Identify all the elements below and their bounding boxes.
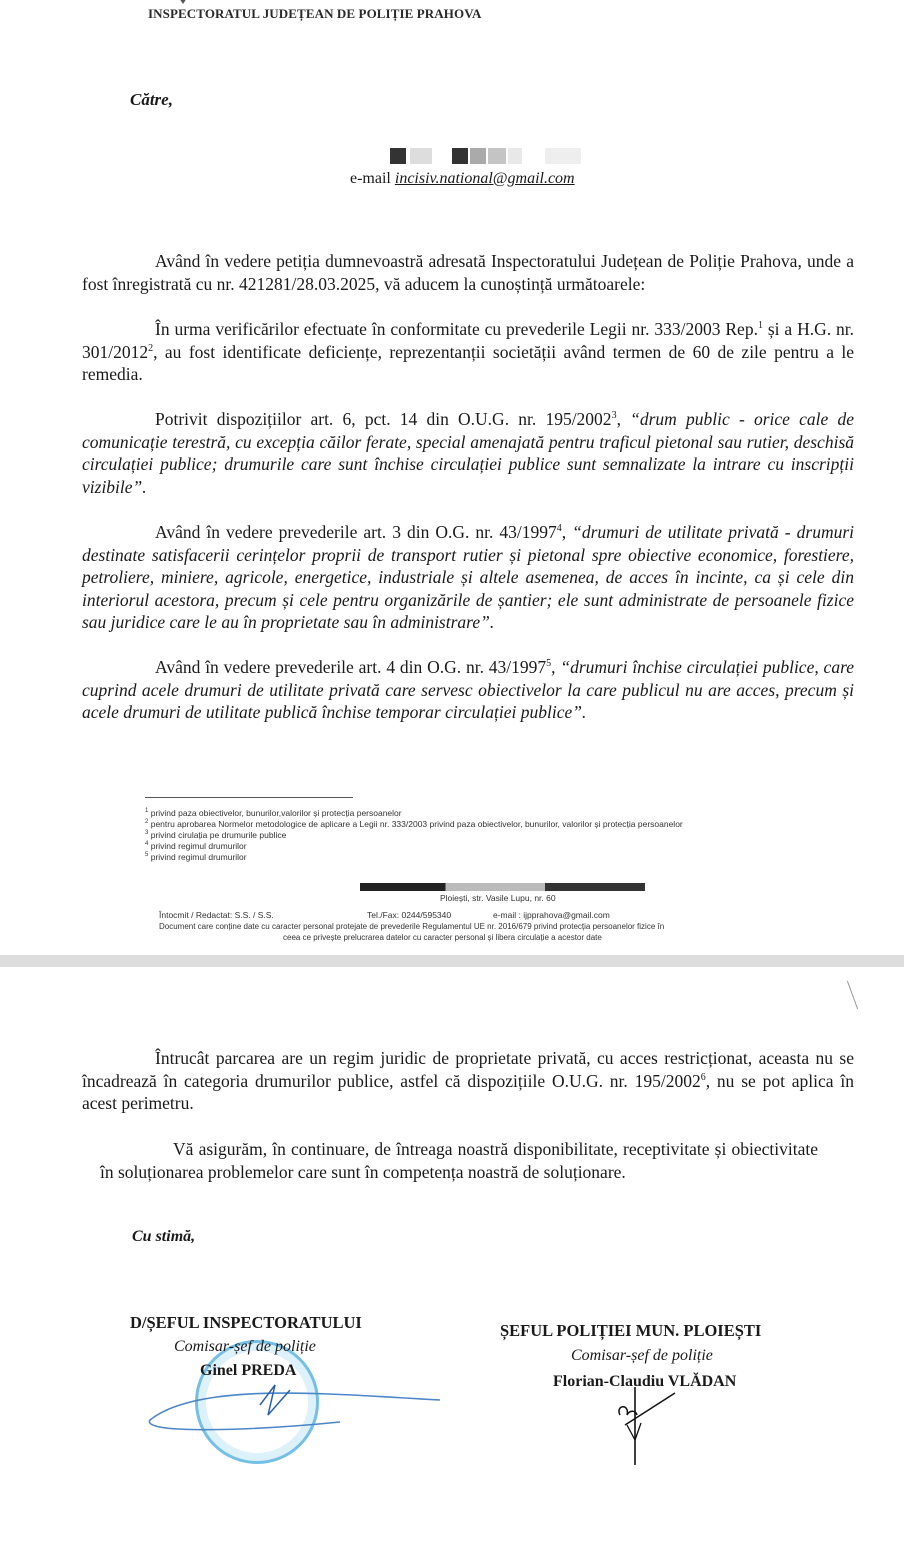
signatory-2-rank: Comisar-șef de poliție bbox=[571, 1347, 713, 1364]
paragraph-petition: Având în vedere petiția dumnevoastră adresată Inspectoratului Județean de Poliție Prahova, unde a fost înregistrată cu nr. 421281/28.03.2025, vă aducem la cunoștință următoarele: bbox=[82, 251, 854, 294]
addressee-email-line bbox=[350, 170, 575, 188]
addressee-email-link[interactable]: incisiv.national@gmail.com bbox=[394, 170, 575, 187]
footnote-item: $^2$ pentru aprobarea Normelor metodologice de aplicare a Legii nr. 333/2003 privind paza obiectivelor, bunurilor, valorilor și protecția persoanelor bbox=[145, 819, 683, 829]
footnote-separator bbox=[145, 797, 353, 798]
footer-drafted-by: Întocmit / Redactat: S.S. / S.S. bbox=[159, 910, 274, 920]
coat-of-arms-icon bbox=[175, 0, 191, 4]
page-break bbox=[0, 955, 904, 967]
signature-1-icon bbox=[140, 1360, 460, 1435]
institution-header: INSPECTORATUL JUDEȚEAN DE POLIȚIE PRAHOVA bbox=[148, 6, 482, 21]
footnote-item: $^4$ privind regimul drumurilor bbox=[145, 841, 247, 851]
signatory-1-name: Ginel PREDA bbox=[200, 1362, 297, 1379]
paragraph-closed-road-definition: Având în vedere prevederile art. 4 din O.G. nr. 43/1997$^5$, “drumuri închise circulației publice, care cuprind acele drumuri de utilitate privată care servesc obiectivelor la care publicul nu are acces, precum și acele drumuri de utilitate publică închise temporar circulației publice”. bbox=[82, 657, 854, 722]
signature-2-icon bbox=[615, 1385, 695, 1470]
closing-salutation: Cu stimă, bbox=[132, 1228, 196, 1245]
footer-address: Ploiești, str. Vasile Lupu, nr. 60 bbox=[440, 893, 556, 903]
paragraph-public-road-definition: Potrivit dispozițiilor art. 6, pct. 14 din O.U.G. nr. 195/2002$^3$, “drum public - orice cale de comunicație terestră, cu excepția căilor ferate, special amenajată pentru traficul pietonal sau rutier, deschisă circulației publice; drumurile care sunt închise circulației publice sunt semnalizate la intrare cu inscripții vizibile”. bbox=[82, 409, 854, 497]
footer-gdpr-line1: Document care conține date cu caracter personal protejate de prevederile Regulamentul UE nr. 2016/679 privind protecția persoanelor fizice în bbox=[159, 922, 665, 931]
email-label: e-mail bbox=[350, 170, 391, 187]
footnotes bbox=[145, 808, 683, 863]
signatory-2-title: ȘEFUL POLIȚIEI MUN. PLOIEȘTI bbox=[500, 1321, 762, 1340]
page-corner-mark bbox=[847, 981, 858, 1010]
paragraph-verification: În urma verificărilor efectuate în conformitate cu prevederile Legii nr. 333/2003 Rep.$^1$ și a H.G. nr. 301/2012$^2$, au fost identificate deficiențe, reprezentanții societății având termen de 60 de zile pentru a le remedia. bbox=[82, 319, 855, 384]
salutation: Către, bbox=[130, 90, 173, 109]
paragraph-private-road-definition: Având în vedere prevederile art. 3 din O.G. nr. 43/1997$^4$, “drumuri de utilitate privată - drumuri destinate satisfacerii cerințelor proprii de transport rutier și pietonal spre obiective economice, forestiere, petroliere, miniere, agricole, energetice, industriale și altele asemenea, de acces în incinte, ca și cele din interiorul acestora, precum și cele pentru organizările de șantier; ele sunt administrate de persoanele fizice sau juridice care le au în proprietate sau în administrare”. bbox=[82, 522, 854, 632]
footnote-item: $^3$ privind cirulația pe drumurile publice bbox=[145, 830, 287, 840]
signatory-1-title: D/ȘEFUL INSPECTORATULUI bbox=[130, 1313, 362, 1332]
footer-email: e-mail : ijpprahova@gmail.com bbox=[493, 910, 610, 920]
footnote-item: $^5$ privind regimul drumurilor bbox=[145, 852, 247, 862]
footer-address-bar bbox=[360, 883, 645, 891]
footnote-item: $^1$ privind paza obiectivelor, bunurilor,valorilor și protecția persoanelor bbox=[145, 808, 402, 818]
signatory-2-name: Florian-Claudiu VLĂDAN bbox=[553, 1373, 737, 1390]
footer-phone: Tel./Fax: 0244/595340 bbox=[367, 910, 452, 920]
footer-gdpr-line2: ceea ce privește prelucrarea datelor cu caracter personal și libera circulație a acestor date bbox=[283, 933, 602, 942]
paragraph-conclusion: Întrucât parcarea are un regim juridic de proprietate privată, cu acces restricționat, aceasta nu se încadrează în categoria drumurilor publice, astfel că dispozițiile O.U.G. nr. 195/2002$^6$, nu se pot aplica în acest perimetru. bbox=[82, 1048, 854, 1113]
paragraph-assurance: Vă asigurăm, în continuare, de întreaga noastră disponibilitate, receptivitate și obiectivitate în soluționarea problemelor care sunt în competența noastră de soluționare. bbox=[100, 1139, 818, 1182]
signatory-1-rank: Comisar-șef de poliție bbox=[174, 1338, 316, 1355]
